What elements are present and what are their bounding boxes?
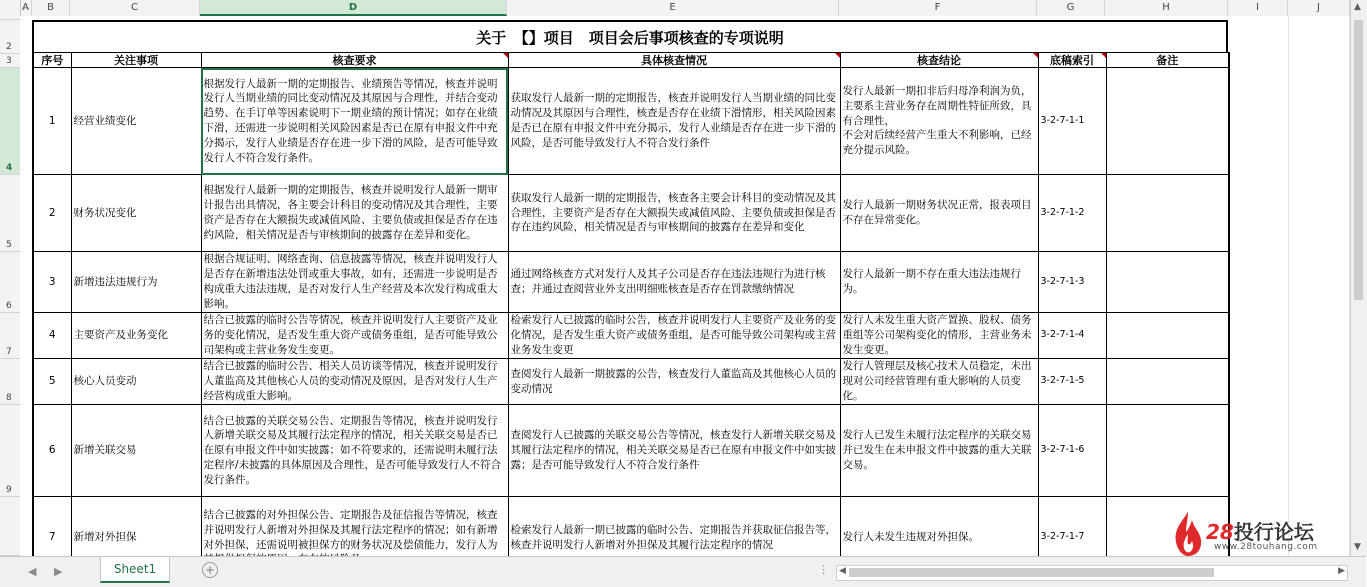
cell-seq[interactable]: 1 (33, 68, 71, 175)
row-header-3[interactable]: 3 (0, 54, 20, 68)
cell-index[interactable]: 3-2-7-1-2 (1038, 175, 1106, 252)
cell-detail[interactable]: 查阅发行人最新一期披露的公告，核查发行人董监高及其他核心人员的变动情况 (508, 359, 840, 405)
cell-seq[interactable]: 3 (33, 252, 71, 313)
worksheet[interactable] (20, 16, 1350, 556)
cell-requirement[interactable]: 结合已披露的临时公告等情况，核查并说明发行人主要资产及业务的变化情况，是否发生重大资产或债务重组，是否可能导致公司架构或主营业务发生变更。 (201, 313, 508, 359)
header-topic[interactable]: 关注事项 (71, 53, 201, 68)
cell-topic[interactable]: 核心人员变动 (71, 359, 201, 405)
scroll-down-icon[interactable]: ▼ (1354, 542, 1361, 552)
next-sheet-icon[interactable]: ▶ (54, 565, 63, 578)
header-conclusion[interactable]: 核查结论 (840, 53, 1038, 68)
table-row (33, 68, 1229, 175)
row-header-10[interactable] (0, 497, 20, 556)
column-header-h[interactable]: H (1105, 0, 1228, 16)
cell-detail[interactable]: 查阅发行人已披露的关联交易公告等情况，核查发行人新增关联交易及其履行法定程序的情况，相关关联交易是否已在原有申报文件中如实披露；是否可能导致发行人不符合发行条件 (508, 405, 840, 497)
header-remark[interactable]: 备注 (1106, 53, 1229, 68)
cell-remark[interactable] (1106, 252, 1229, 313)
cell-requirement[interactable]: 根据发行人最新一期的定期报告、业绩预告等情况，核查并说明发行人当期业绩的同比变动情况及其原因与合理性，并结合变动趋势、在手订单等因素说明下一期业绩的预计情况；如存在业绩下滑，还需进一步说明相关风险因素是否已在原有申报文件中充分揭示，发行人业绩是否存在进一步下滑的风险，是否可能导致发行人不符合发行条件。 (201, 68, 508, 175)
cell-remark[interactable] (1106, 68, 1229, 175)
header-row (33, 53, 1229, 68)
comment-marker-icon[interactable] (503, 53, 508, 58)
cell-conclusion[interactable]: 发行人未发生重大资产置换、股权、债务重组等公司架构变化的情形，主营业务未发生变更。 (840, 313, 1038, 359)
cell-detail[interactable]: 通过网络核查方式对发行人及其子公司是否存在违法违规行为进行核查；并通过查阅营业外支出明细账核查是否存在罚款缴纳情况 (508, 252, 840, 313)
horizontal-scrollbar[interactable] (836, 565, 1348, 581)
cell-remark[interactable] (1106, 359, 1229, 405)
column-header-b[interactable]: B (32, 0, 70, 16)
table-row (33, 252, 1229, 313)
cell-conclusion[interactable]: 发行人最新一期不存在重大违法违规行为。 (840, 252, 1038, 313)
column-header-j[interactable]: J (1288, 0, 1350, 16)
cell-index[interactable]: 3-2-7-1-4 (1038, 313, 1106, 359)
row-header-9[interactable]: 9 (0, 405, 20, 497)
cell-remark[interactable] (1106, 175, 1229, 252)
cell-remark[interactable] (1106, 313, 1229, 359)
cell-seq[interactable]: 4 (33, 313, 71, 359)
column-header-e[interactable]: E (507, 0, 839, 16)
cell-conclusion[interactable]: 发行人未发生违规对外担保。 (840, 497, 1038, 579)
row-header-bar (0, 16, 21, 556)
comment-marker-icon[interactable] (1033, 53, 1038, 58)
cell-seq[interactable]: 2 (33, 175, 71, 252)
cell-seq[interactable]: 7 (33, 497, 71, 579)
cell-index[interactable]: 3-2-7-1-7 (1038, 497, 1106, 579)
table-row (33, 405, 1229, 497)
cell-topic[interactable]: 经营业绩变化 (71, 68, 201, 175)
table-row (33, 359, 1229, 405)
cell-requirement[interactable]: 结合已披露的关联交易公告、定期报告等情况，核查并说明发行人新增关联交易及其履行法定程序的情况，相关关联交易是否已在原有申报文件中如实披露；如不符要求的，还需说明未履行法定程序/未披露的具体原因及合理性，是否可能导致发行人不符合发行条件。 (201, 405, 508, 497)
vertical-scroll-thumb[interactable] (1354, 20, 1363, 300)
cell-requirement[interactable]: 结合已披露的对外担保公告、定期报告及征信报告等情况，核查并说明发行人新增对外担保及其履行法定程序的情况；如有新增对外担保，还需说明被担保方的财务状况及偿债能力，发行人为 (201, 497, 508, 579)
row-header-5[interactable]: 5 (0, 175, 20, 252)
header-seq[interactable]: 序号 (33, 53, 71, 68)
column-header-a[interactable]: A (20, 0, 32, 16)
column-header-d[interactable]: D (200, 0, 507, 16)
table-row (33, 313, 1229, 359)
cell-requirement[interactable]: 根据发行人最新一期的定期报告，核查并说明发行人最新一期审计报告出具情况，各主要会计科目的变动情况及其合理性，主要资产是否存在大额损失或减值风险、主要负债或担保是否存在违约风险，相关情况是否与审核期间的披露存在差异和变化。 (201, 175, 508, 252)
row-header-2[interactable]: 2 (0, 20, 20, 54)
cell-remark[interactable] (1106, 405, 1229, 497)
cell-conclusion[interactable]: 发行人最新一期扣非后归母净利润为负，主要系主营业务存在周期性特征所致，具有合理性， 不会对后续经营产生重大不利影响，已经充分提示风险。 (840, 68, 1038, 175)
flame-icon (1170, 510, 1206, 558)
cell-index[interactable]: 3-2-7-1-1 (1038, 68, 1106, 175)
comment-marker-icon[interactable] (835, 53, 840, 58)
scroll-right-icon[interactable]: ▶ (1338, 566, 1345, 576)
cell-topic[interactable]: 新增违法违规行为 (71, 252, 201, 313)
table-row (33, 175, 1229, 252)
cell-detail[interactable]: 获取发行人最新一期的定期报告，核查并说明发行人当期业绩的同比变动情况及其原因与合理性，核查是否存在业绩下滑情形，相关风险因素是否已在原有申报文件中充分揭示，发行人业绩是否存在进一步下滑的风险，是否可能导致发行人不符合发行条件 (508, 68, 840, 175)
cell-topic[interactable]: 主要资产及业务变化 (71, 313, 201, 359)
cell-seq[interactable]: 5 (33, 359, 71, 405)
cell-detail[interactable]: 检索发行人最新一期已披露的临时公告、定期报告并获取征信报告等，核查并说明发行人新增对外担保及其履行法定程序的情况 (508, 497, 840, 579)
cell-detail[interactable]: 检索发行人已披露的临时公告，核查并说明发行人主要资产及业务的变化情况，是否发生重大资产或债务重组，是否可能导致公司架构或主营业务发生变更 (508, 313, 840, 359)
cell-index[interactable]: 3-2-7-1-5 (1038, 359, 1106, 405)
comment-marker-icon[interactable] (1101, 53, 1106, 58)
column-header-i[interactable]: I (1228, 0, 1288, 16)
logo-text: 28投行论坛 (1206, 520, 1314, 544)
cell-requirement[interactable]: 结合已披露的临时公告、相关人员访谈等情况，核查并说明发行人董监高及其他核心人员的变动情况及原因，是否对发行人生产经营构成重大影响。 (201, 359, 508, 405)
review-table (32, 52, 1230, 579)
cell-conclusion[interactable]: 发行人已发生未履行法定程序的关联交易并已发生在未申报文件中披露的重大关联交易。 (840, 405, 1038, 497)
column-header-g[interactable]: G (1037, 0, 1105, 16)
add-sheet-icon[interactable]: + (202, 562, 218, 578)
header-detail[interactable]: 具体核查情况 (508, 53, 840, 68)
cell-topic[interactable]: 财务状况变化 (71, 175, 201, 252)
select-all-corner[interactable] (0, 0, 21, 16)
cell-seq[interactable]: 6 (33, 405, 71, 497)
logo-url: www.28touhang.com (1214, 542, 1318, 552)
cell-requirement[interactable]: 根据合规证明、网络查询、信息披露等情况，核查并说明发行人是否存在新增违法处罚或重大事故，如有，还需进一步说明是否构成重大违法违规，是否对发行人生产经营及本次发行构成重大影响。 (201, 252, 508, 313)
row-header-6[interactable]: 6 (0, 252, 20, 313)
more-options-icon[interactable]: ⋮ (818, 563, 829, 576)
cell-conclusion[interactable]: 发行人最新一期财务状况正常，报表项目不存在异常变化。 (840, 175, 1038, 252)
sheet-tab-bar (0, 556, 1366, 587)
cell-index[interactable]: 3-2-7-1-6 (1038, 405, 1106, 497)
sheet-tab-sheet1[interactable]: Sheet1 (100, 557, 170, 583)
prev-sheet-icon[interactable]: ◀ (28, 565, 37, 578)
column-header-f[interactable]: F (839, 0, 1037, 16)
cell-index[interactable]: 3-2-7-1-3 (1038, 252, 1106, 313)
scroll-up-icon[interactable]: ▲ (1354, 2, 1361, 12)
vertical-scrollbar[interactable] (1350, 0, 1367, 556)
cell-conclusion[interactable]: 发行人管理层及核心技术人员稳定，未出现对公司经营管理有重大影响的人员变化。 (840, 359, 1038, 405)
scroll-left-icon[interactable]: ◀ (839, 566, 846, 576)
row-header-4[interactable]: 4 (0, 68, 20, 175)
gridline (1288, 16, 1289, 556)
cell-topic[interactable]: 新增关联交易 (71, 405, 201, 497)
header-index[interactable]: 底稿索引 (1038, 53, 1106, 68)
sheet-title[interactable]: 关于 【】项目 项目会后事项核查的专项说明 (32, 20, 1228, 52)
horizontal-scroll-thumb[interactable] (849, 568, 1214, 577)
row-header-8[interactable]: 8 (0, 359, 20, 405)
column-header-c[interactable]: C (70, 0, 200, 16)
row-header-7[interactable]: 7 (0, 313, 20, 359)
cell-detail[interactable]: 获取发行人最新一期的定期报告，核查各主要会计科目的变动情况及其合理性，主要资产是否存在大额损失或减值风险、主要负债或担保是否存在违约风险，相关情况是否与审核期间的披露存在差异和变化 (508, 175, 840, 252)
column-header-bar (0, 0, 1366, 17)
cell-topic[interactable]: 新增对外担保 (71, 497, 201, 579)
watermark-logo (1168, 510, 1343, 560)
header-requirement[interactable]: 核查要求 (201, 53, 508, 68)
